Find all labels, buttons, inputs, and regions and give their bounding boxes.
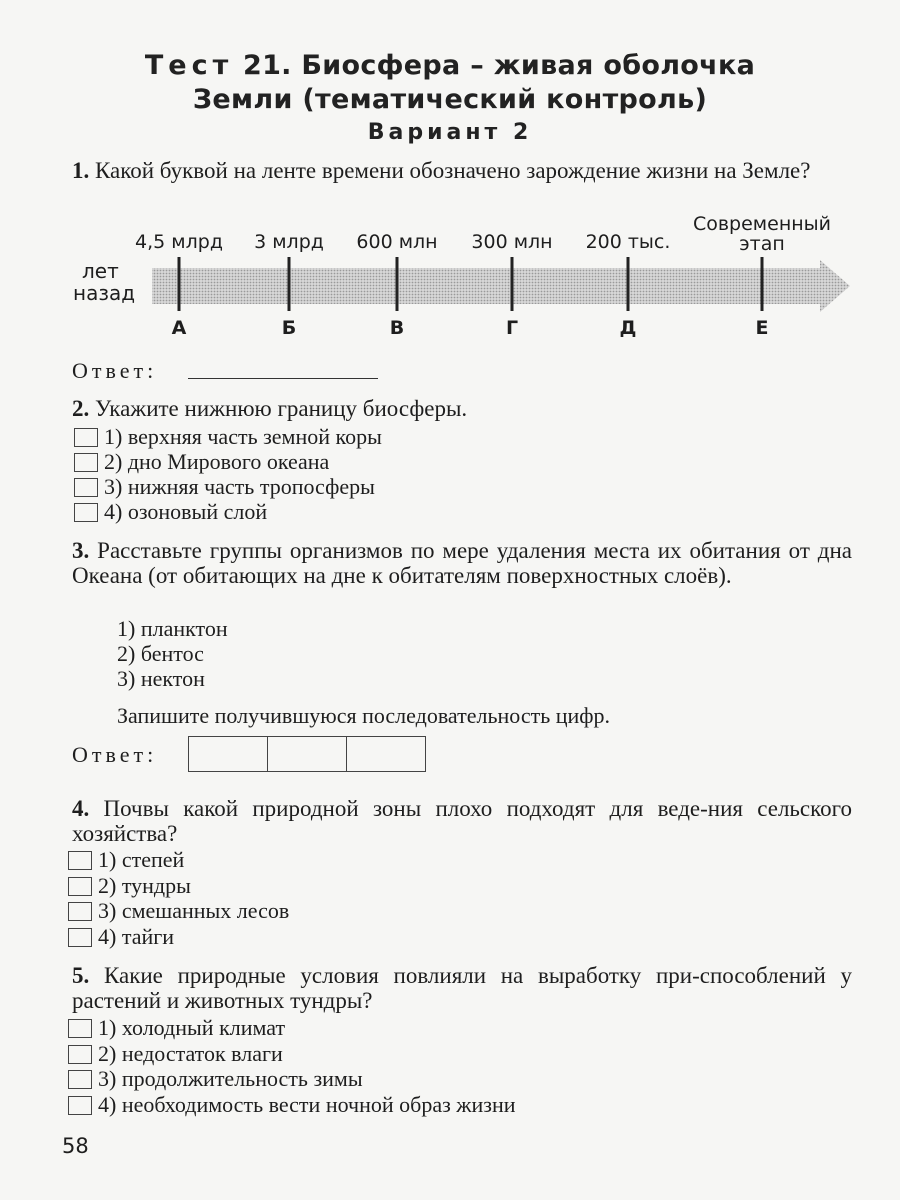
answer-checkbox[interactable] (68, 877, 92, 896)
answer-checkbox[interactable] (68, 1045, 92, 1064)
timeline-axis-label-line2: назад (73, 281, 136, 305)
timeline-time-label: Современный (692, 213, 832, 235)
option-label: 2) недостаток влаги (98, 1040, 283, 1066)
option-label: 3) нижняя часть тропосферы (104, 474, 375, 499)
question-5-text: Какие природные условия повлияли на выработку при-способлений у растений и животных тундры? (72, 963, 852, 1013)
timeline-letter: Б (281, 317, 297, 339)
question-5 (72, 963, 852, 1013)
question-1-number: 1. (72, 158, 90, 183)
timeline-time-label: этап (739, 233, 785, 255)
option-label: 3) продолжительность зимы (98, 1066, 363, 1091)
answer-checkbox[interactable] (74, 428, 98, 447)
timeline-time-label: 4,5 млрд (135, 231, 223, 253)
option-label: 1) верхняя часть земной коры (104, 424, 382, 449)
question-3-instruction: Запишите получившуюся последовательность цифр. (117, 703, 611, 728)
option-label: 1) степей (98, 847, 185, 872)
timeline-letter: Д (619, 317, 637, 339)
answer-cell-2[interactable] (268, 737, 347, 771)
variant-label: Вариант 2 (367, 120, 533, 145)
question-1 (72, 158, 852, 183)
question-1-answer-label: Ответ: (72, 358, 158, 383)
timeline-time-label: 3 млрд (254, 231, 324, 253)
answer-checkbox[interactable] (68, 1019, 92, 1038)
timeline-time-label: 300 млн (471, 231, 553, 253)
timeline-time-label: 600 млн (356, 231, 438, 253)
question-2-number: 2. (72, 396, 90, 421)
option-label: 4) необходимость вести ночной образ жизни (98, 1091, 516, 1117)
timeline-letter: В (389, 317, 405, 339)
option-label: 2) дно Мирового океана (104, 449, 330, 474)
option-label: 2) тундры (98, 872, 191, 898)
answer-cell-1[interactable] (189, 737, 268, 771)
timeline-letter: Е (755, 317, 769, 339)
title-rest: 21. Биосфера – живая оболочка (233, 50, 756, 81)
question-3-item-3: 3) нектон (117, 666, 205, 691)
option-label: 4) тайги (98, 923, 175, 949)
question-2-text: Укажите нижнюю границу биосферы. (89, 396, 468, 421)
timeline-letter: Г (505, 317, 519, 339)
question-3-text: Расставьте группы организмов по мере удаления места их обитания от дна Океана (от обитающих на дне к обитателям поверхностных слоёв). (72, 538, 852, 588)
question-3-item-2: 2) бентос (117, 641, 204, 666)
timeline-axis-label-line1: лет (82, 259, 119, 283)
test-title-line2: Земли (тематический контроль) (192, 84, 708, 115)
question-5-number: 5. (72, 963, 90, 988)
answer-checkbox[interactable] (74, 478, 98, 497)
question-4-number: 4. (72, 796, 90, 821)
question-4-text: Почвы какой природной зоны плохо подходят для веде-ния сельского хозяйства? (72, 796, 852, 846)
timeline-letter: А (171, 317, 187, 339)
answer-cell-3[interactable] (347, 737, 425, 771)
option-label: 4) озоновый слой (104, 499, 268, 524)
question-2 (72, 396, 852, 421)
answer-checkbox[interactable] (68, 902, 92, 921)
question-3-item-1: 1) планктон (117, 616, 228, 641)
answer-checkbox[interactable] (68, 1096, 92, 1115)
option-label: 3) смешанных лесов (98, 898, 290, 923)
question-3-answer-grid (188, 736, 426, 772)
test-title-line1 (0, 50, 900, 81)
question-3 (72, 538, 852, 588)
title-word-test: Тест (144, 50, 234, 81)
question-1-text: Какой буквой на ленте времени обозначено зарождение жизни на Земле? (89, 158, 811, 183)
answer-checkbox[interactable] (68, 928, 92, 947)
option-label: 1) холодный климат (98, 1015, 286, 1040)
answer-checkbox[interactable] (74, 453, 98, 472)
question-3-answer-label: Ответ: (72, 742, 158, 767)
question-4 (72, 796, 852, 846)
answer-checkbox[interactable] (68, 851, 92, 870)
answer-checkbox[interactable] (68, 1070, 92, 1089)
question-1-answer-field[interactable] (188, 378, 378, 379)
answer-checkbox[interactable] (74, 503, 98, 522)
question-3-number: 3. (72, 538, 90, 563)
page-number: 58 (62, 1134, 89, 1158)
timeline-figure (0, 200, 900, 350)
timeline-arrow (152, 260, 850, 312)
timeline-time-label: 200 тыс. (585, 231, 671, 253)
